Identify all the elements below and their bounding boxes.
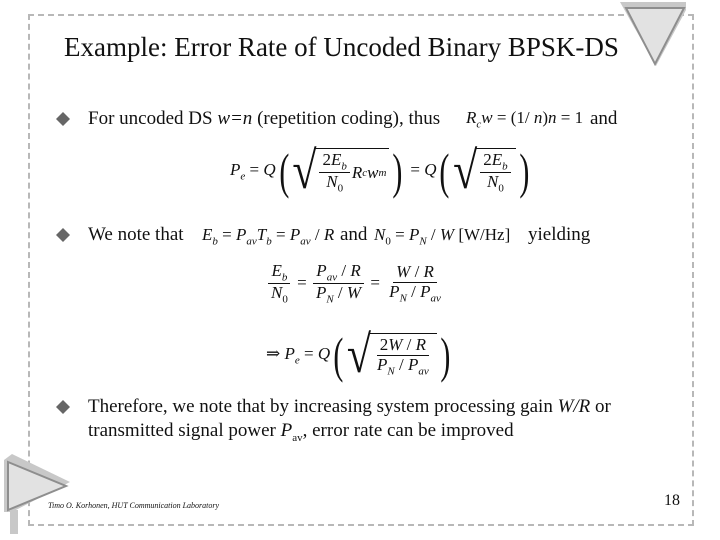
bullet-1-tail: and xyxy=(590,108,618,129)
corner-arrow-bottom-decoration xyxy=(0,452,72,540)
page-number: 18 xyxy=(664,492,680,509)
bullet-2-tail: yielding xyxy=(528,224,591,245)
bullet-3-line-2: transmitted signal power $P_{av}$, error rate can be improved xyxy=(88,420,514,444)
bullet-1-text: For uncoded DS w=n (repetition coding), thus xyxy=(88,108,441,129)
bullet-2-text: We note that xyxy=(88,224,184,245)
ratio-equation: $\frac{E_b}{N_0}$ = $\frac{P_{av} / R}{P_N / W}$ = $\frac{W / R}{P_N / P_{av}}$ xyxy=(266,262,446,306)
pe-equation: $P_e = Q$( √ $\frac{2E_b}{N_0}$ R c w m ) = Q( √ $\frac{2E_b}{N_0}$ ) xyxy=(230,141,529,200)
slide-title: Example: Error Rate of Uncoded Binary BPSK-DS xyxy=(64,32,619,62)
diamond-bullet-icon xyxy=(56,228,70,242)
final-pe-equation: ⇒ $P_e = Q$( √ $\frac{2W / R}{P_N / P_{av}}$ ) xyxy=(266,324,451,384)
corner-arrow-top-decoration xyxy=(612,0,692,70)
rc-equation: $R_cw = (1/$ n)n = 1 xyxy=(466,108,584,131)
n0-equation: $N_0 = P_N / W$ [W/Hz] xyxy=(374,225,511,248)
eb-equation: $E_b = P_{av}T_b = P_{av} / R$ xyxy=(202,225,335,248)
bullet-3-line-1: Therefore, we note that by increasing system processing gain W/R or xyxy=(88,396,611,417)
diamond-bullet-icon xyxy=(56,400,70,414)
bullet-2-mid: and xyxy=(340,224,368,245)
footer-author: Timo O. Korhonen, HUT Communication Laboratory xyxy=(48,501,220,510)
diamond-bullet-icon xyxy=(56,112,70,126)
